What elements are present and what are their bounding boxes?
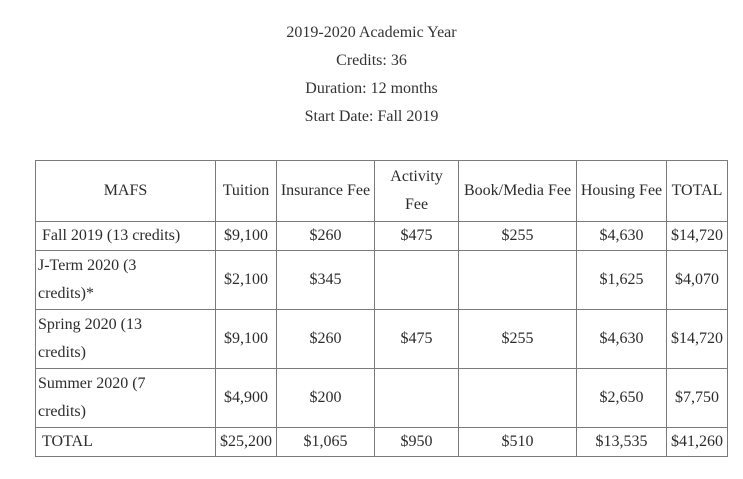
- cost-table: [35, 160, 728, 457]
- total-cell: $4,070: [667, 251, 728, 310]
- table-row: [36, 369, 728, 428]
- tuition-cell: $9,100: [216, 310, 277, 369]
- term-cell: [36, 369, 216, 428]
- housing-cell: $13,535: [577, 428, 667, 457]
- tuition-cell: $9,100: [216, 222, 277, 251]
- total-cell: $7,750: [667, 369, 728, 428]
- tuition-cell: $4,900: [216, 369, 277, 428]
- insurance-cell: $1,065: [277, 428, 375, 457]
- column-header-insurance-fee: Insurance Fee: [277, 161, 375, 222]
- term-line-2: credits): [38, 344, 86, 361]
- column-header-activity-fee: Activity Fee: [375, 161, 459, 222]
- table-row-total: [36, 428, 728, 457]
- duration-text: Duration: 12 months: [305, 80, 438, 97]
- housing-cell: $1,625: [577, 251, 667, 310]
- term-line-1: J-Term 2020 (3: [38, 257, 137, 274]
- table-row: [36, 222, 728, 251]
- table-row: [36, 251, 728, 310]
- column-header-mafs: MAFS: [36, 161, 216, 222]
- table-header-row: [36, 161, 728, 222]
- tuition-cell: $2,100: [216, 251, 277, 310]
- tuition-cell: $25,200: [216, 428, 277, 457]
- insurance-cell: $345: [277, 251, 375, 310]
- column-header-book-media-fee: Book/Media Fee: [459, 161, 577, 222]
- book-media-cell: [459, 251, 577, 310]
- total-cell: $14,720: [667, 222, 728, 251]
- activity-cell: $475: [375, 310, 459, 369]
- activity-cell: [375, 369, 459, 428]
- column-header-housing-fee: Housing Fee: [577, 161, 667, 222]
- column-header-total: TOTAL: [667, 161, 728, 222]
- term-line-2: credits): [38, 403, 86, 420]
- start-date-text: Start Date: Fall 2019: [304, 108, 439, 125]
- insurance-cell: $200: [277, 369, 375, 428]
- housing-cell: $4,630: [577, 222, 667, 251]
- activity-cell: $475: [375, 222, 459, 251]
- term-line-1: Summer 2020 (7: [38, 375, 146, 392]
- term-cell: TOTAL: [36, 428, 216, 457]
- housing-cell: $4,630: [577, 310, 667, 369]
- academic-year-title: 2019-2020 Academic Year: [286, 24, 457, 41]
- insurance-cell: $260: [277, 222, 375, 251]
- term-cell: [36, 251, 216, 310]
- book-media-cell: [459, 369, 577, 428]
- book-media-cell: $255: [459, 222, 577, 251]
- book-media-cell: $255: [459, 310, 577, 369]
- activity-cell: [375, 251, 459, 310]
- activity-cell: $950: [375, 428, 459, 457]
- page-header: [0, 19, 743, 131]
- term-cell: Fall 2019 (13 credits): [36, 222, 216, 251]
- total-cell: $41,260: [667, 428, 728, 457]
- credits-text: Credits: 36: [336, 52, 407, 69]
- column-header-tuition: Tuition: [216, 161, 277, 222]
- table-row: [36, 310, 728, 369]
- book-media-cell: $510: [459, 428, 577, 457]
- housing-cell: $2,650: [577, 369, 667, 428]
- total-cell: $14,720: [667, 310, 728, 369]
- term-cell: [36, 310, 216, 369]
- insurance-cell: $260: [277, 310, 375, 369]
- term-line-1: Spring 2020 (13: [38, 316, 142, 333]
- term-line-2: credits)*: [38, 285, 94, 302]
